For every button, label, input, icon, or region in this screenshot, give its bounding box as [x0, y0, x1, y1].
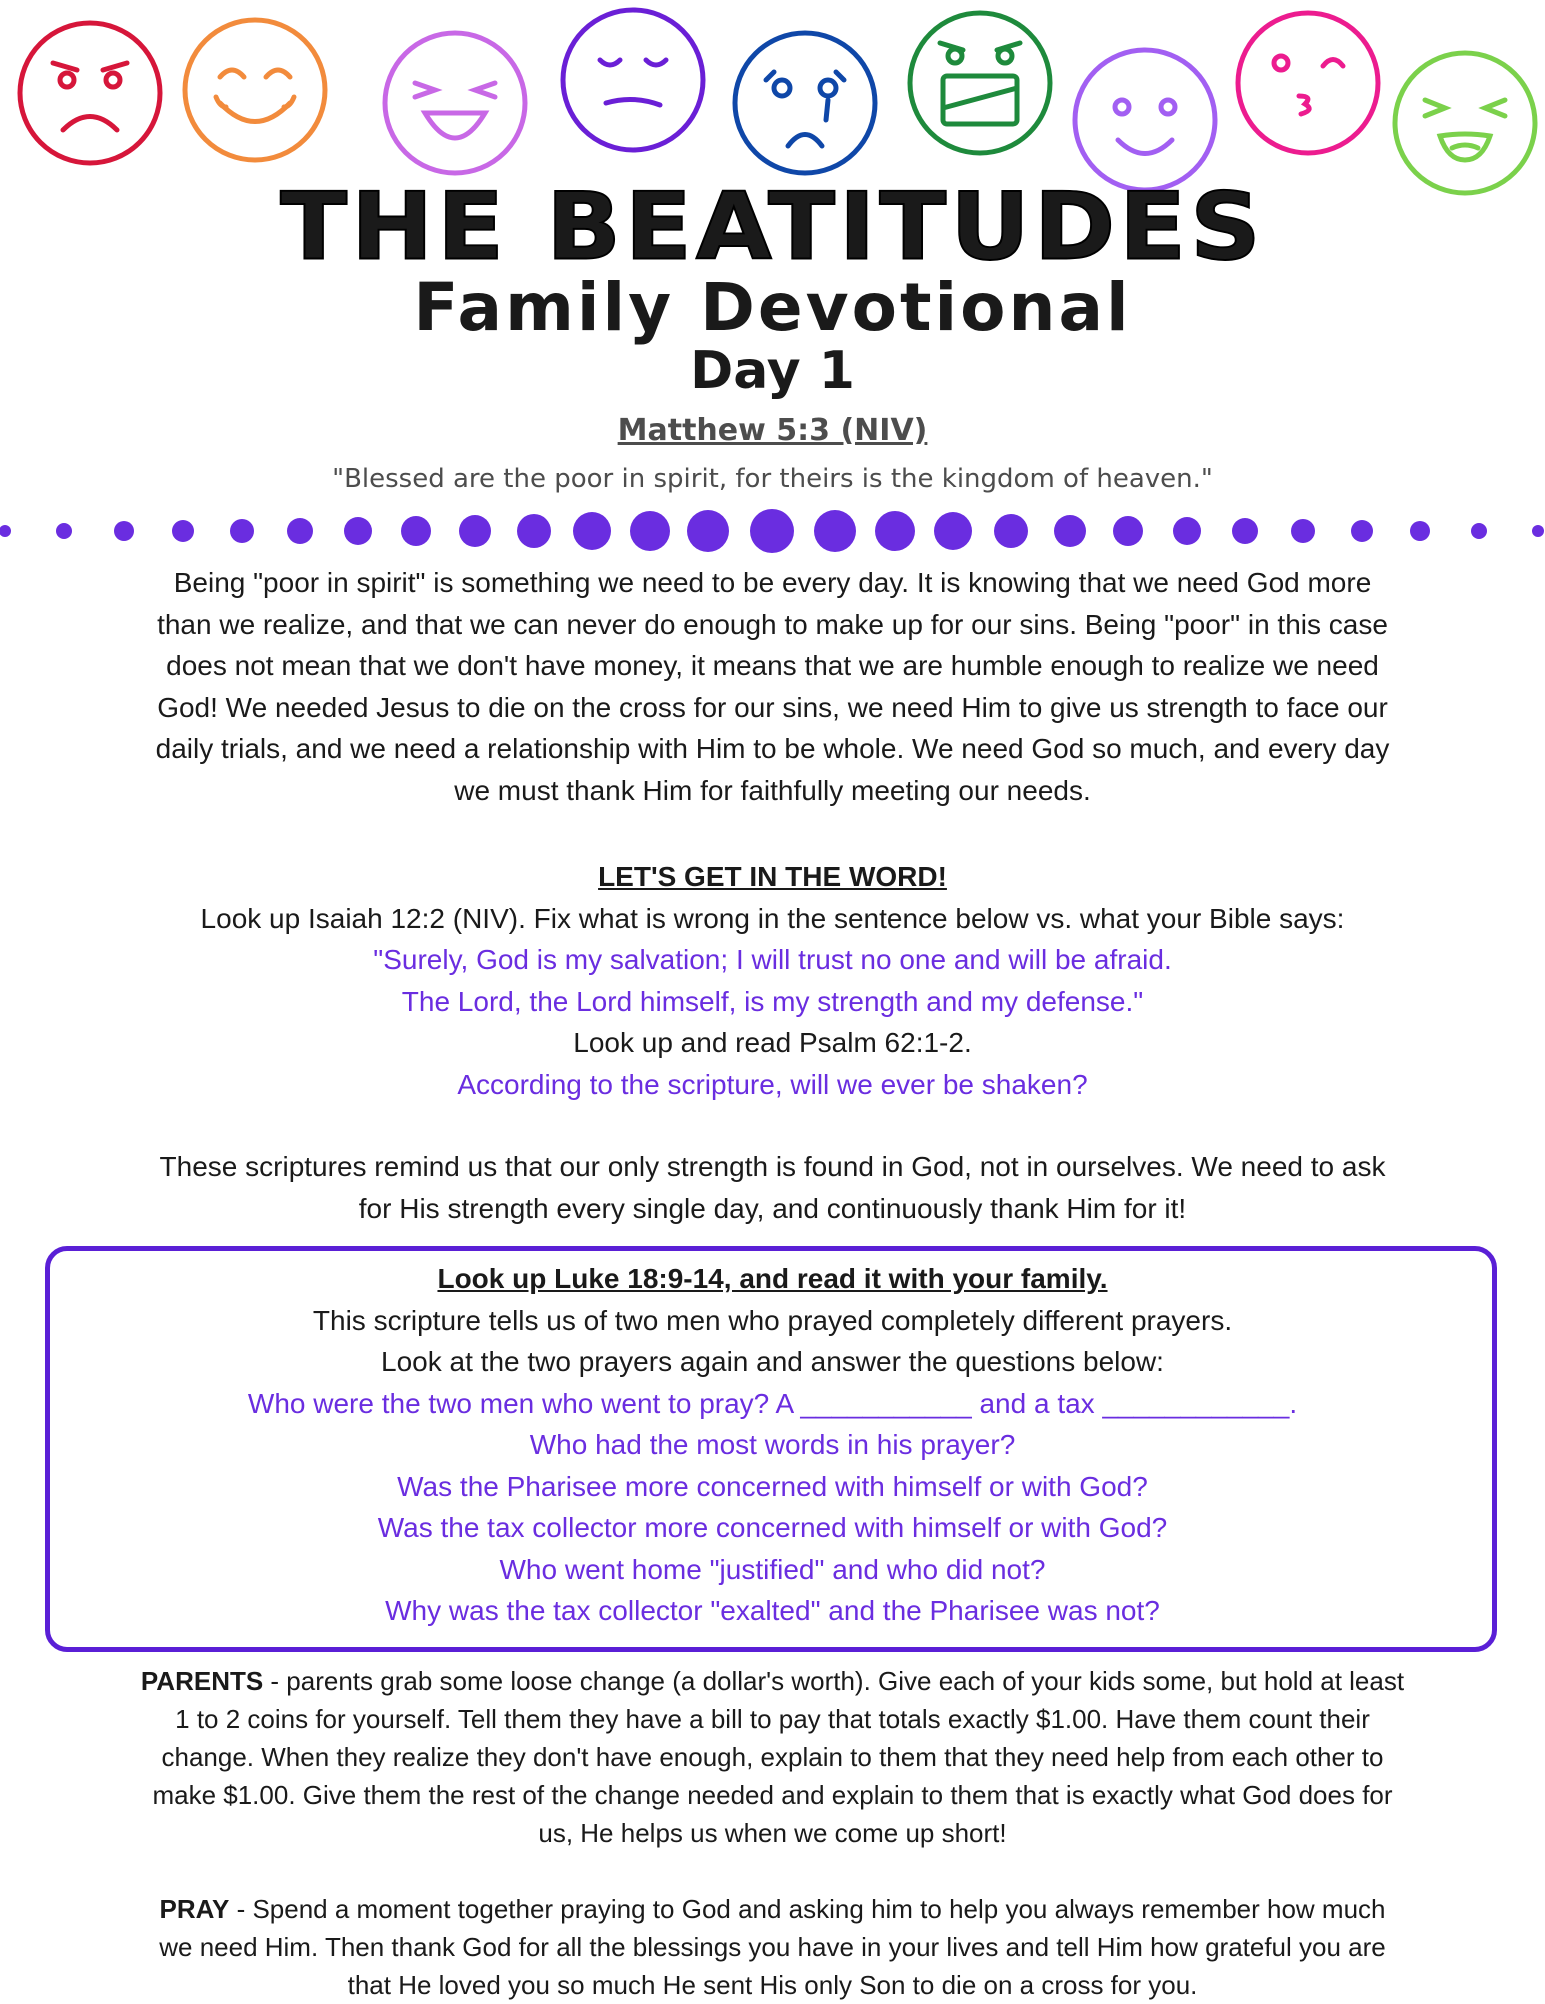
pray-line: that He loved you so much He sent His only Son to die on a cross for you. [347, 1970, 1198, 2000]
isaiah-quote-line: "Surely, God is my salvation; I will trust no one and will be afraid. [373, 944, 1172, 975]
luke-question: Was the tax collector more concerned with himself or with God? [377, 1512, 1168, 1543]
emoji-faces-row [0, 0, 1545, 180]
happy-face-icon [180, 15, 330, 165]
luke-instruction: Look at the two prayers again and answer the questions below: [381, 1346, 1164, 1377]
intro-line: daily trials, and we need a relationship with Him to be whole. We need God so much, and every day [155, 733, 1390, 764]
intro-line: does not mean that we don't have money, it means that we are humble enough to realize we need [166, 650, 1379, 681]
parents-line: us, He helps us when we come up short! [538, 1818, 1007, 1848]
kissing-face-icon [1233, 8, 1383, 158]
day-label: Day 1 [690, 341, 855, 401]
luke-question: Who went home "justified" and who did not? [499, 1553, 1046, 1585]
intro-paragraph [40, 562, 1505, 811]
pray-section [40, 1890, 1505, 2004]
pray-label: PRAY [159, 1894, 230, 1924]
parents-line: 1 to 2 coins for yourself. Tell them they have a bill to pay that totals exactly $1.00. Have them count their [175, 1704, 1370, 1734]
intro-line: Being "poor in spirit" is something we need to be every day. It is knowing that we need God more [173, 567, 1372, 598]
luke-question: Who were the two men who went to pray? A ___________ and a tax ____________. [247, 1387, 1298, 1419]
silly-face-icon [1390, 48, 1540, 198]
word-section [40, 856, 1505, 1105]
luke-question: Why was the tax collector "exalted" and the Pharisee was not? [385, 1595, 1160, 1626]
luke-heading: Look up Luke 18:9-14, and read it with your family. [437, 1263, 1108, 1294]
scripture-verse: "Blessed are the poor in spirit, for theirs is the kingdom of heaven." [332, 464, 1213, 494]
pray-line: we need Him. Then thank God for all the blessings you have in your lives and tell Him how grateful you are [159, 1932, 1386, 1962]
psalm-instruction: Look up and read Psalm 62:1-2. [573, 1027, 972, 1058]
intro-line: God! We needed Jesus to die on the cross for our sins, we need Him to give us strength to face our [157, 691, 1388, 723]
intro-line: we must thank Him for faithfully meeting our needs. [454, 774, 1091, 806]
page-title: THE BEATITUDES [280, 172, 1265, 282]
parents-line: change. When they realize they don't have enough, explain to them that they need help from each other to [161, 1742, 1384, 1772]
crying-face-icon [730, 28, 880, 178]
parents-line: make $1.00. Give them the rest of the change needed and explain to them that is exactly what God does for [152, 1780, 1393, 1810]
luke-activity-content [50, 1258, 1495, 1632]
reminder-line: These scriptures remind us that our only strength is found in God, not in ourselves. We need to ask [159, 1151, 1386, 1182]
sad-face-icon [558, 5, 708, 155]
pray-line: - Spend a moment together praying to God and asking him to help you always remember how much [229, 1894, 1386, 1924]
reminder-line: for His strength every single day, and continuously thank Him for it! [358, 1192, 1187, 1224]
angry-face-icon [15, 18, 165, 168]
mad-face-icon [905, 8, 1055, 158]
reminder-paragraph [40, 1146, 1505, 1229]
isaiah-quote-line: The Lord, the Lord himself, is my strength and my defense." [401, 985, 1144, 1017]
laughing-face-icon [380, 28, 530, 178]
word-section-heading: LET'S GET IN THE WORD! [598, 861, 947, 892]
parents-label: PARENTS [140, 1666, 264, 1696]
dot-divider [0, 505, 1545, 565]
parents-line: - parents grab some loose change (a dollar's worth). Give each of your kids some, but hold at least [263, 1666, 1405, 1696]
isaiah-instruction: Look up Isaiah 12:2 (NIV). Fix what is wrong in the sentence below vs. what your Bible says: [200, 902, 1345, 934]
intro-line: than we realize, and that we can never do enough to make up for our sins. Being "poor" in this case [157, 608, 1388, 640]
luke-question: Was the Pharisee more concerned with himself or with God? [397, 1470, 1148, 1502]
page-subtitle: Family Devotional [413, 269, 1132, 346]
luke-description: This scripture tells us of two men who prayed completely different prayers. [312, 1304, 1233, 1336]
scripture-reference: Matthew 5:3 (NIV) [617, 413, 928, 448]
luke-question: Who had the most words in his prayer? [529, 1429, 1016, 1460]
parents-activity [40, 1662, 1505, 1852]
psalm-question: According to the scripture, will we ever be shaken? [457, 1068, 1088, 1100]
